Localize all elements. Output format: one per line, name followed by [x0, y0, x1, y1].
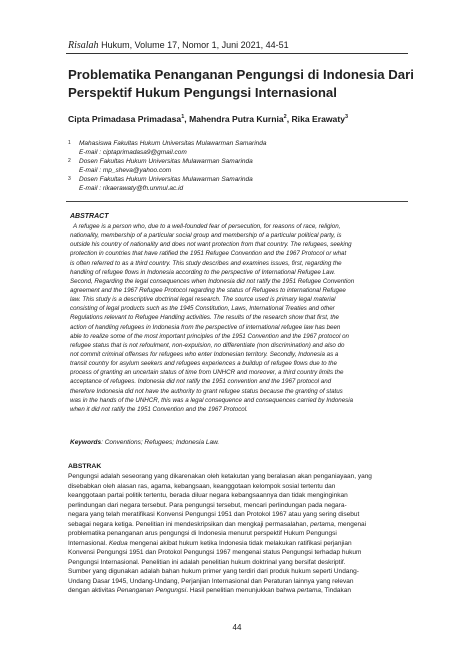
running-head	[68, 40, 408, 51]
affiliation-institution	[68, 175, 408, 184]
abstract-line: law. This study is a descriptive doctrinal legal research. The source used is primary legal material	[70, 296, 336, 304]
author-name: Mahendra Putra Kurnia	[189, 113, 284, 124]
abstrak-line	[68, 567, 410, 577]
author-separator: ,	[184, 113, 190, 124]
affiliation-institution	[68, 139, 408, 148]
abstrak-line	[68, 577, 410, 587]
abstract-line: A refugee is a person who, due to a well-founded fear of persecution, for reasons of race, religion,	[73, 223, 341, 230]
journal-name: Risalah	[68, 40, 99, 51]
affiliation-email: E-mail : ciptaprimadasa9@gmail.com	[79, 149, 187, 157]
article-title	[68, 66, 414, 102]
author-name: Rika Erawaty	[291, 113, 345, 124]
abstract-line: Second, Regarding the legal consequences when Indonesia did not ratify the 1951 Refugee Convention	[70, 277, 355, 285]
author-separator: ,	[286, 113, 292, 124]
author-marker: 3	[344, 114, 349, 120]
abstract-line: protection in countries that have ratified the 1951 Refugee Convention and the 1967 Protocol or what	[70, 250, 347, 258]
author-marker: 2	[283, 114, 287, 120]
affiliations	[68, 139, 408, 194]
abstract-line: when it did not ratify the 1951 Convention and the 1967 Protocol.	[70, 405, 248, 413]
abstract-heading: ABSTRACT	[70, 213, 109, 220]
abstrak-line	[68, 558, 410, 568]
body-text: disebabkan oleh alasan ras, agama, kebangsaan, keanggotaan kelompok sosial tertentu dan	[68, 482, 336, 490]
affiliation-number: 1	[68, 140, 71, 146]
section-rule	[66, 201, 408, 202]
emphasis-text: Kedua	[108, 539, 128, 547]
abstract-line: refugee status that is not refoulment, non-expulsion, no differentiate (non discrimination) and also do	[70, 341, 345, 349]
abstract-line: was in the hands of the UNHCR, this was a legal consequence and consequences carried by Indonesia	[70, 396, 354, 404]
affiliation-text: Dosen Fakultas Hukum Universitas Mulawarman Samarinda	[79, 176, 253, 184]
keywords-line	[70, 438, 408, 447]
affiliation-institution	[68, 157, 408, 166]
emphasis-text: pertama	[310, 520, 334, 528]
abstrak-line	[68, 501, 410, 511]
abstract-line: acceptance of refugees. Indonesia did not ratify the 1951 convention and the 1967 protocol and	[70, 378, 332, 386]
affiliation-number: 2	[68, 158, 71, 165]
affiliation-number: 3	[68, 176, 71, 183]
body-text: . Hasil penelitian menunjukkan bahwa	[186, 587, 298, 594]
body-text: keanggotaan partai politik tertentu, berada diluar negara kebangsaannya dan tidak menginginkan	[68, 492, 348, 499]
title-line: Problematika Penanganan Pengungsi di Indonesia Dari	[68, 67, 414, 82]
abstrak-line	[68, 548, 410, 558]
abstrak-heading: ABSTRAK	[68, 463, 102, 470]
abstract-english	[70, 222, 408, 414]
abstract-line: able to realize some of the most important principles of the 1951 Convention and the 1967 protocol on	[70, 332, 349, 340]
abstrak-line	[68, 472, 410, 482]
body-text: , mengenai	[333, 520, 367, 528]
body-text: negara yang telah meratifikasi Konvensi Pengungsi 1951 dan Protokol 1967 atau yang sering disebut	[68, 511, 360, 518]
body-text: perlindungan dari negara tersebut. Para pengungsi tersebut, mencari perlindungan pada negara-	[68, 501, 347, 509]
abstract-line: outside his country of nationality and does not want protection from that country. The refugees, seeking	[70, 241, 352, 249]
title-line: Perspektif Hukum Pengungsi Internasional	[68, 85, 337, 100]
body-text: Internasional.	[68, 539, 109, 547]
abstract-line: process of granting an uncertain status of time from UNHCR and moreover, a third country limits the	[70, 369, 344, 377]
body-text: Konvensi Pengungsi 1951 dan Protokol Pengungsi 1967 mengenai status Pengungsi terhadap hukum	[68, 549, 362, 556]
abstrak-line	[68, 510, 410, 520]
abstract-line: handling of refugee flows in Indonesia according to the perspective of International Refugee Law.	[70, 268, 336, 276]
abstrak-line	[68, 586, 410, 596]
body-text: , Tindakan	[321, 587, 351, 594]
author-marker: 1	[181, 114, 185, 120]
abstrak-line	[68, 529, 410, 539]
author-list	[68, 112, 414, 125]
abstract-line: not commit criminal offenses for refugees who enter Indonesian territory. Secondly, Indonesia as a	[70, 350, 339, 358]
abstrak-line	[68, 491, 410, 501]
body-text: Pengungsi Internasional. Penelitian ini adalah penelitian hukum doktrinal yang bersifat deskriptif.	[68, 558, 346, 566]
abstrak-line	[68, 520, 410, 530]
author-name: Cipta Primadasa Primadasa	[68, 113, 182, 124]
journal-citation: Hukum, Volume 17, Nomor 1, Juni 2021, 44-51	[98, 40, 289, 50]
affiliation-text: Dosen Fakultas Hukum Universitas Mulawarman Samarinda	[79, 158, 253, 166]
emphasis-text: pertama	[297, 587, 321, 594]
keywords-text: : Conventions; Refugees; Indonesia Law.	[101, 439, 220, 446]
abstract-line: therefore Indonesia did not have the authority to grant refugee status because the granting of status	[70, 387, 343, 395]
affiliation-email: E-mail : mp_sheva@yahoo.com	[79, 167, 172, 175]
abstrak-indonesian	[68, 472, 410, 596]
page-number: 44	[232, 623, 242, 632]
affiliation-email: E-mail : rikaerawaty@fh.unmul.ac.id	[79, 185, 184, 193]
body-text: Sumber yang digunakan adalah bahan hukum primer yang terdiri dari produk hukum seperti Undang-	[68, 568, 359, 575]
body-text: mengenai akibat hukum ketika Indonesia tidak melakukan ratifikasi perjanjian	[127, 539, 352, 547]
abstract-line: action of handling refugees in Indonesia from the perspective of international refugee law has been	[70, 323, 341, 331]
abstract-line: transit country for asylum seekers and refugees experiences a buildup of refugee flows due to the	[70, 360, 337, 368]
emphasis-text: Penanganan Pengungsi	[116, 587, 187, 594]
abstract-line: is often referred to as a third country. This study describes and examines issues, first, regarding the	[70, 259, 342, 267]
body-text: dengan aktivitas	[68, 587, 117, 594]
body-text: Pengungsi adalah seseorang yang dikarenakan oleh ketakutan yang beralasan akan penganiayaan, yang	[68, 473, 372, 480]
abstract-line: Regulations relevant to Refugee Handling activities. The results of the research show that first, the	[70, 314, 339, 322]
abstract-line: nationality, membership of a particular social group and membership of a particular political party, is	[70, 232, 342, 240]
body-text: sebagai negara ketiga. Penelitian ini mendeskripsikan dan mengkaji permasalahan,	[68, 520, 311, 528]
abstract-line: agreement and the 1967 Refugee Protocol regarding the status of Refugees to international Refugee	[70, 286, 346, 294]
abstract-line: consisting of legal products such as the 1945 Constitution, Laws, International Treaties and other	[70, 305, 335, 313]
body-text: Undang Dasar 1945, Undang-Undang, Perjanjian Internasional dan Peraturan lainnya yang relevan	[68, 577, 354, 585]
abstrak-line	[68, 482, 410, 492]
keywords-label: Keywords	[70, 439, 102, 446]
body-text: problematika penanganan arus pengungsi di Indonesia menurut perspektif Hukum Pengungsi	[68, 530, 337, 537]
abstrak-line	[68, 539, 410, 549]
header-rule	[66, 53, 408, 54]
affiliation-text: Mahasiswa Fakultas Hukum Universitas Mulawarman Samarinda	[79, 140, 267, 147]
